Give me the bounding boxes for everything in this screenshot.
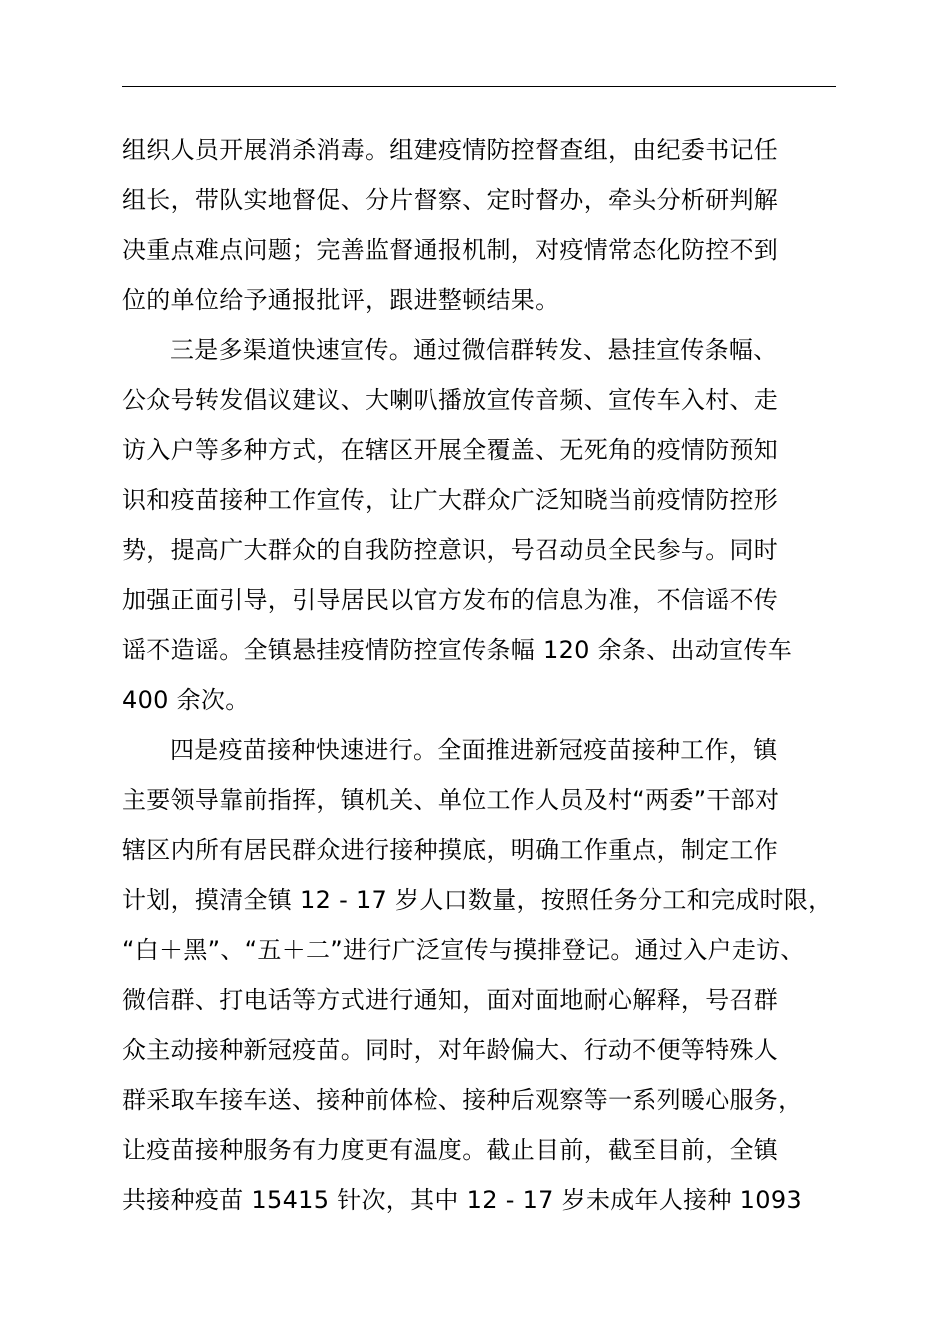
text-line: 位的单位给予通报批评，跟进整顿结果。 [122, 286, 560, 314]
text-line: 计划，摸清全镇 12 - 17 岁人口数量，按照任务分工和完成时限， [122, 886, 833, 914]
text-line: “白＋黑”、“五＋二”进行广泛宣传与摸排登记。通过入户走访、 [122, 936, 805, 964]
text-line: 加强正面引导，引导居民以官方发布的信息为准，不信谣不传 [122, 586, 779, 614]
text-line: 微信群、打电话等方式进行通知，面对面地耐心解释，号召群 [122, 986, 779, 1014]
header-rule [122, 86, 836, 87]
text-line: 让疫苗接种服务有力度更有温度。截止目前，截至目前，全镇 [122, 1136, 779, 1164]
document-body [122, 125, 862, 1225]
text-line: 公众号转发倡议建议、大喇叭播放宣传音频、宣传车入村、走 [122, 386, 779, 414]
text-line: 访入户等多种方式，在辖区开展全覆盖、无死角的疫情防预知 [122, 436, 779, 464]
text-line: 主要领导靠前指挥，镇机关、单位工作人员及村“两委”干部对 [122, 786, 780, 814]
text-line: 组织人员开展消杀消毒。组建疫情防控督查组，由纪委书记任 [122, 136, 779, 164]
text-line: 群采取车接车送、接种前体检、接种后观察等一系列暖心服务， [122, 1086, 803, 1114]
text-line: 共接种疫苗 15415 针次，其中 12 - 17 岁未成年人接种 1093 [122, 1186, 802, 1214]
text-line: 势，提高广大群众的自我防控意识，号召动员全民参与。同时 [122, 536, 779, 564]
text-line: 众主动接种新冠疫苗。同时，对年龄偏大、行动不便等特殊人 [122, 1036, 779, 1064]
text-line: 400 余次。 [122, 686, 250, 714]
text-line: 组长，带队实地督促、分片督察、定时督办，牵头分析研判解 [122, 186, 779, 214]
text-line: 辖区内所有居民群众进行接种摸底，明确工作重点，制定工作 [122, 836, 779, 864]
paragraph-start-line: 四是疫苗接种快速进行。全面推进新冠疫苗接种工作，镇 [170, 736, 778, 764]
paragraph-start-line: 三是多渠道快速宣传。通过微信群转发、悬挂宣传条幅、 [170, 336, 778, 364]
text-line: 谣不造谣。全镇悬挂疫情防控宣传条幅 120 余条、出动宣传车 [122, 636, 793, 664]
text-line: 决重点难点问题；完善监督通报机制，对疫情常态化防控不到 [122, 236, 779, 264]
text-line: 识和疫苗接种工作宣传，让广大群众广泛知晓当前疫情防控形 [122, 486, 779, 514]
